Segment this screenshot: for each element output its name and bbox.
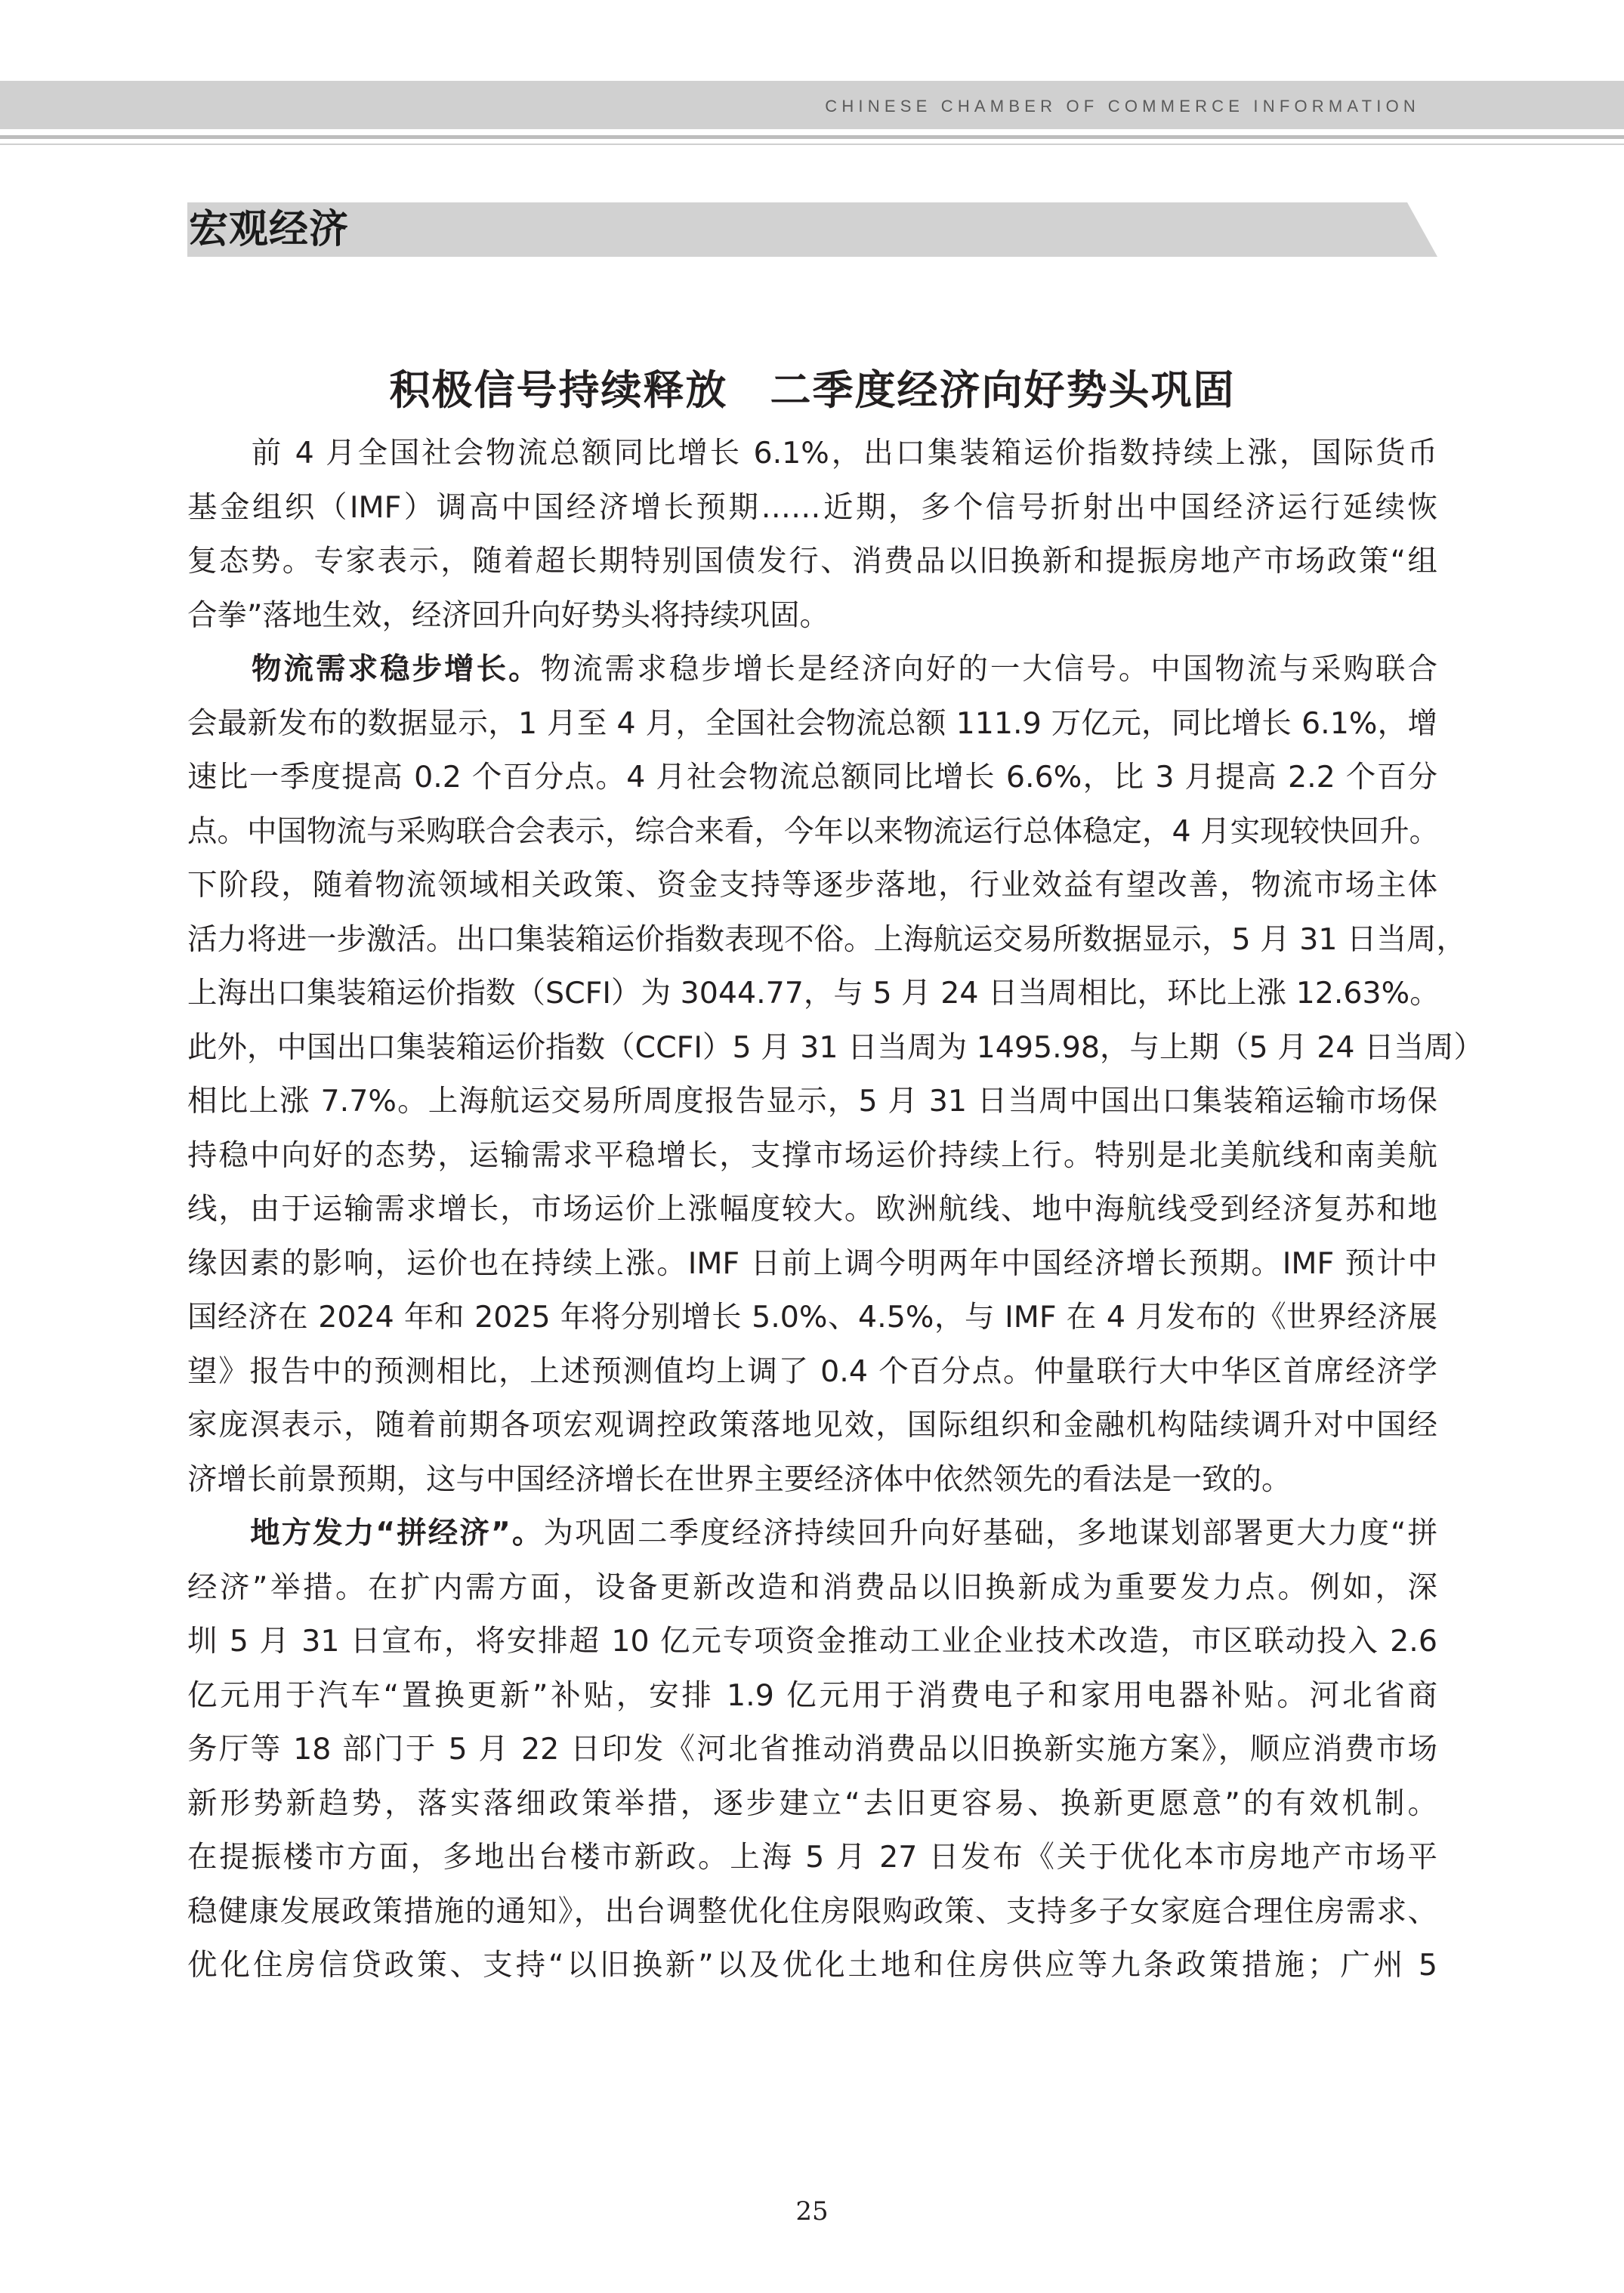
body-text: 线，由于运输需求增长，市场运价上涨幅度较大。欧洲航线、地中海航线受到经济复苏和地 [187, 1192, 1437, 1227]
body-text: 速比一季度提高 0.2 个百分点。4 月社会物流总额同比增长 6.6%，比 3 月提高 2.2 个百分 [187, 760, 1437, 795]
body-line [187, 1021, 1484, 1076]
body-text: 基金组织（IMF）调高中国经济增长预期……近期，多个信号折射出中国经济运行延续恢 [187, 489, 1437, 525]
body-text: 复态势。专家表示，随着超长期特别国债发行、消费品以旧换新和提振房地产市场政策“组 [187, 544, 1437, 579]
body-text: 经济”举措。在扩内需方面，设备更新改造和消费品以旧换新成为重要发力点。例如，深 [187, 1569, 1437, 1605]
body-text: 会最新发布的数据显示，1 月至 4 月，全国社会物流总额 111.9 万亿元，同比增长 6.1%，增 [187, 705, 1437, 741]
body-line [187, 1669, 1437, 1724]
body-line [187, 481, 1437, 535]
body-line [187, 1831, 1437, 1885]
body-line [187, 1885, 1437, 1940]
body-text: 新形势新趋势，落实落细政策举措，逐步建立“去旧更容易、换新更愿意”的有效机制。 [187, 1785, 1437, 1821]
body-text: 务厅等 18 部门于 5 月 22 日印发《河北省推动消费品以旧换新实施方案》，顺应消费市场 [187, 1732, 1437, 1767]
body-line [187, 805, 1440, 859]
body-line [187, 1075, 1437, 1129]
body-line [187, 1183, 1437, 1237]
body-line [187, 1777, 1437, 1832]
body-text: 望》报告中的预测相比，上述预测值均上调了 0.4 个百分点。仲量联行大中华区首席经济学 [187, 1353, 1437, 1389]
body-line [187, 1129, 1437, 1184]
body-text: 点。中国物流与采购联合会表示，综合来看，今年以来物流运行总体稳定，4 月实现较快回升。 [187, 813, 1440, 849]
body-line [187, 1237, 1437, 1292]
body-text: 下阶段，随着物流领域相关政策、资金支持等逐步落地，行业效益有望改善，物流市场主体 [187, 868, 1437, 903]
body-text: 上海出口集装箱运价指数（SCFI）为 3044.77，与 5 月 24 日当周相比，环比上涨 12.63%。 [187, 976, 1440, 1011]
body-text: 前 4 月全国社会物流总额同比增长 6.1%，出口集装箱运价指数持续上涨，国际货币 [187, 436, 1437, 471]
body-text: 稳健康发展政策措施的通知》，出台调整优化住房限购政策、支持多子女家庭合理住房需求、 [187, 1893, 1437, 1929]
header-rule [0, 135, 1624, 139]
section-banner [187, 202, 1437, 257]
body-text: 在提振楼市方面，多地出台楼市新政。上海 5 月 27 日发布《关于优化本市房地产市场平 [187, 1840, 1437, 1875]
body-text: 济增长前景预期，这与中国经济增长在世界主要经济体中依然领先的看法是一致的。 [187, 1461, 1292, 1497]
body-line [187, 535, 1437, 589]
running-head: CHINESE CHAMBER OF COMMERCE INFORMATION [825, 97, 1420, 116]
body-text: 亿元用于汽车“置换更新”补贴，安排 1.9 亿元用于消费电子和家用电器补贴。河北省商 [187, 1677, 1437, 1713]
body-text: 此外，中国出口集装箱运价指数（CCFI）5 月 31 日当周为 1495.98，与上期（5 月 24 日当周） [187, 1029, 1484, 1065]
body-text: 缘因素的影响，运价也在持续上涨。IMF 日前上调今明两年中国经济增长预期。IMF 预计中 [187, 1245, 1437, 1281]
body-text: 圳 5 月 31 日宣布，将安排超 10 亿元专项资金推动工业企业技术改造，市区联动投入 2.6 [187, 1624, 1437, 1659]
body-text: 优化住房信贷政策、支持“以旧换新”以及优化土地和住房供应等九条政策措施；广州 5 [187, 1948, 1437, 1983]
body-line [187, 913, 1467, 968]
body-line [187, 1561, 1437, 1616]
body-line [187, 1615, 1437, 1669]
body-line [187, 589, 1437, 643]
page-number: 25 [795, 2196, 829, 2227]
body-line [187, 697, 1437, 751]
body-line [187, 859, 1437, 913]
body-line [187, 1399, 1437, 1453]
body-line [187, 751, 1437, 805]
body-line [187, 427, 1437, 481]
body-line [187, 1345, 1437, 1400]
body-line [187, 1507, 1437, 1561]
body-text: 活力将进一步激活。出口集装箱运价指数表现不俗。上海航运交易所数据显示，5 月 31 日当周， [187, 921, 1467, 957]
section-title: 宏观经济 [189, 206, 350, 252]
body-text: 持稳中向好的态势，运输需求平稳增长，支撑市场运价持续上行。特别是北美航线和南美航 [187, 1137, 1437, 1173]
body-text: 国经济在 2024 年和 2025 年将分别增长 5.0%、4.5%，与 IMF 在 4 月发布的《世界经济展 [187, 1300, 1437, 1335]
body-text: 物流需求稳步增长是经济向好的一大信号。中国物流与采购联合 [540, 652, 1438, 687]
body-line [187, 1453, 1437, 1508]
article-title: 积极信号持续释放 二季度经济向好势头巩固 [389, 366, 1236, 415]
body-text: 家庞溟表示，随着前期各项宏观调控政策落地见效，国际组织和金融机构陆续调升对中国经 [187, 1408, 1437, 1443]
paragraph-lead: 地方发力“拼经济”。 [187, 1516, 544, 1551]
body-line [187, 1291, 1437, 1345]
body-line [187, 1939, 1437, 1993]
body-line [187, 643, 1437, 697]
header-rule-thin [0, 144, 1624, 145]
body-line [187, 967, 1440, 1021]
body-line [187, 1723, 1437, 1777]
body-text: 相比上涨 7.7%。上海航运交易所周度报告显示，5 月 31 日当周中国出口集装箱运输市场保 [187, 1084, 1437, 1119]
body-text: 为巩固二季度经济持续回升向好基础，多地谋划部署更大力度“拼 [543, 1516, 1437, 1551]
body-text: 合拳”落地生效，经济回升向好势头将持续巩固。 [187, 597, 829, 633]
article-body [187, 427, 1484, 1993]
paragraph-lead: 物流需求稳步增长。 [187, 652, 541, 687]
